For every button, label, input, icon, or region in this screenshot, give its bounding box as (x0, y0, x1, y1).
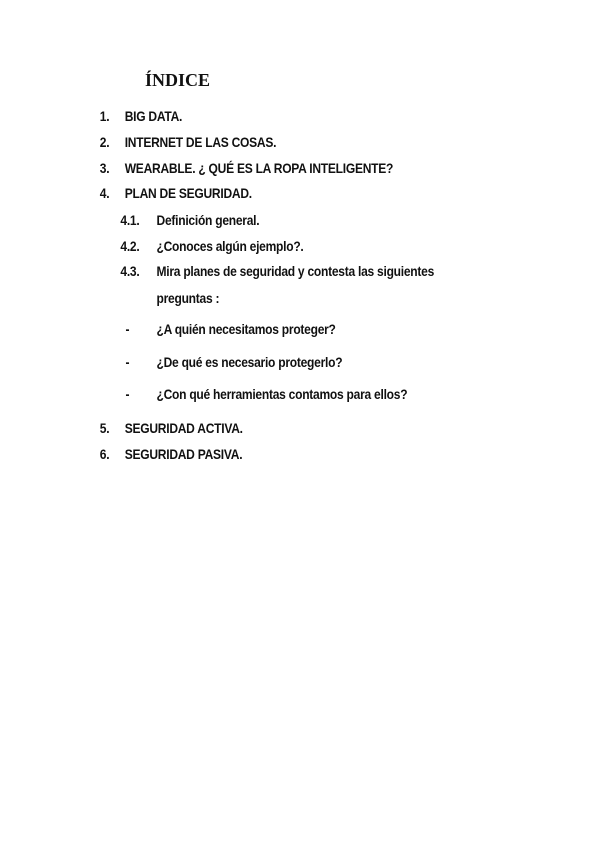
question-bullet: - (125, 354, 130, 370)
question-bullet: - (125, 321, 130, 337)
toc-item-number: 2. (99, 134, 110, 150)
toc-item-number: 6. (99, 446, 110, 462)
question-text: ¿De qué es necesario protegerlo? (156, 354, 343, 370)
toc-subitem-text: ¿Conoces algún ejemplo?. (156, 238, 304, 254)
toc-subitem-number: 4.2. (120, 238, 140, 254)
toc-item-text: WEARABLE. ¿ QUÉ ES LA ROPA INTELIGENTE? (124, 160, 394, 176)
toc-item-number: 1. (99, 108, 110, 124)
toc-item-number: 4. (99, 185, 110, 201)
question-text: ¿A quién necesitamos proteger? (156, 321, 336, 337)
toc-item-text: PLAN DE SEGURIDAD. (124, 185, 252, 201)
toc-item-text: SEGURIDAD PASIVA. (124, 446, 243, 462)
toc-item-text: INTERNET DE LAS COSAS. (124, 134, 277, 150)
toc-subitem-text-line2: preguntas : (156, 290, 220, 306)
toc-item-text: BIG DATA. (124, 108, 183, 124)
toc-subitem-text: Definición general. (156, 212, 260, 228)
page-title: ÍNDICE (145, 70, 211, 90)
question-text: ¿Con qué herramientas contamos para ellos? (156, 386, 408, 402)
toc-item-text: SEGURIDAD ACTIVA. (124, 420, 243, 436)
toc-subitem-number: 4.3. (120, 263, 140, 279)
question-bullet: - (125, 386, 130, 402)
toc-subitem-text: Mira planes de seguridad y contesta las siguientes (156, 263, 435, 279)
toc-item-number: 3. (99, 160, 110, 176)
toc-subitem-number: 4.1. (120, 212, 140, 228)
toc-item-number: 5. (99, 420, 110, 436)
